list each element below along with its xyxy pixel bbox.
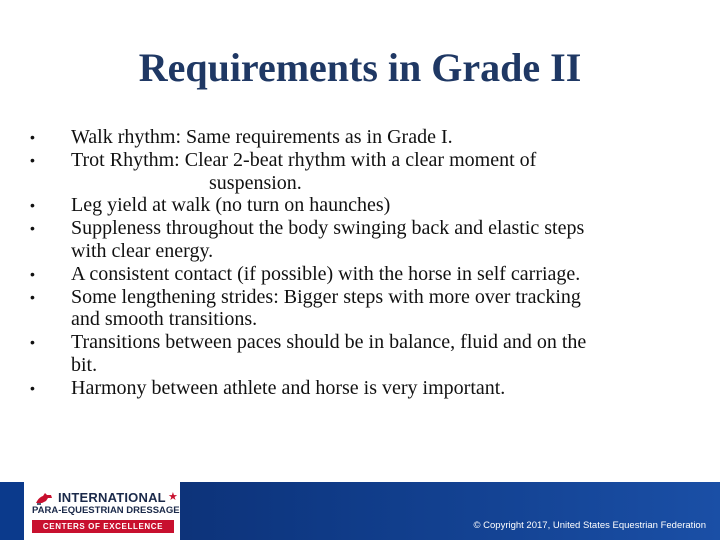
- bullet-text: A consistent contact (if possible) with the horse in self carriage.: [71, 262, 581, 285]
- logo-line-3: CENTERS OF EXCELLENCE: [32, 520, 174, 533]
- bullet-text: and smooth transitions.: [71, 308, 258, 331]
- bullet-text: bit.: [71, 353, 98, 376]
- bullet-item: [30, 149, 690, 195]
- bullet-item: [30, 286, 690, 332]
- bullet-text: Walk rhythm: Same requirements as in Grade I.: [71, 126, 453, 148]
- footer-bar: [0, 482, 720, 540]
- bullet-item: [30, 194, 690, 217]
- bullet-text: Leg yield at walk (no turn on haunches): [71, 194, 391, 217]
- bullet-text: Suppleness throughout the body swinging back and elastic steps: [71, 217, 585, 240]
- bullet-item: [30, 331, 690, 377]
- horse-emblem-icon: [34, 491, 54, 505]
- bullet-item: [30, 126, 690, 149]
- bullet-list: [30, 126, 690, 400]
- bullet-text: Some lengthening strides: Bigger steps with more over tracking: [71, 285, 581, 308]
- bullet-dot: •: [30, 220, 35, 237]
- bullet-dot: •: [30, 288, 35, 305]
- footer-accent: [0, 482, 24, 540]
- bullet-dot: •: [30, 129, 35, 145]
- bullet-text: Trot Rhythm: Clear 2-beat rhythm with a clear moment of: [71, 148, 537, 171]
- copyright-text: © Copyright 2017, United States Equestrian Federation: [473, 520, 706, 531]
- star-flag-icon: ★: [168, 490, 178, 503]
- bullet-item: [30, 377, 690, 400]
- bullet-text: Transitions between paces should be in balance, fluid and on the: [71, 331, 587, 354]
- organization-logo: [24, 482, 180, 540]
- slide-title: Requirements in Grade II: [138, 45, 582, 90]
- bullet-dot: •: [30, 197, 35, 214]
- bullet-item: [30, 263, 690, 286]
- bullet-dot: •: [30, 334, 35, 351]
- bullet-text: with clear energy.: [71, 239, 214, 262]
- logo-line-1: INTERNATIONAL: [58, 490, 166, 505]
- bullet-text: suspension.: [209, 171, 302, 194]
- bullet-item: [30, 217, 690, 263]
- bullet-dot: •: [30, 265, 35, 282]
- logo-line-2: PARA-EQUESTRIAN DRESSAGE: [32, 505, 180, 516]
- bullet-dot: •: [30, 151, 35, 168]
- bullet-text: Harmony between athlete and horse is very important.: [71, 376, 506, 399]
- bullet-dot: •: [30, 379, 35, 396]
